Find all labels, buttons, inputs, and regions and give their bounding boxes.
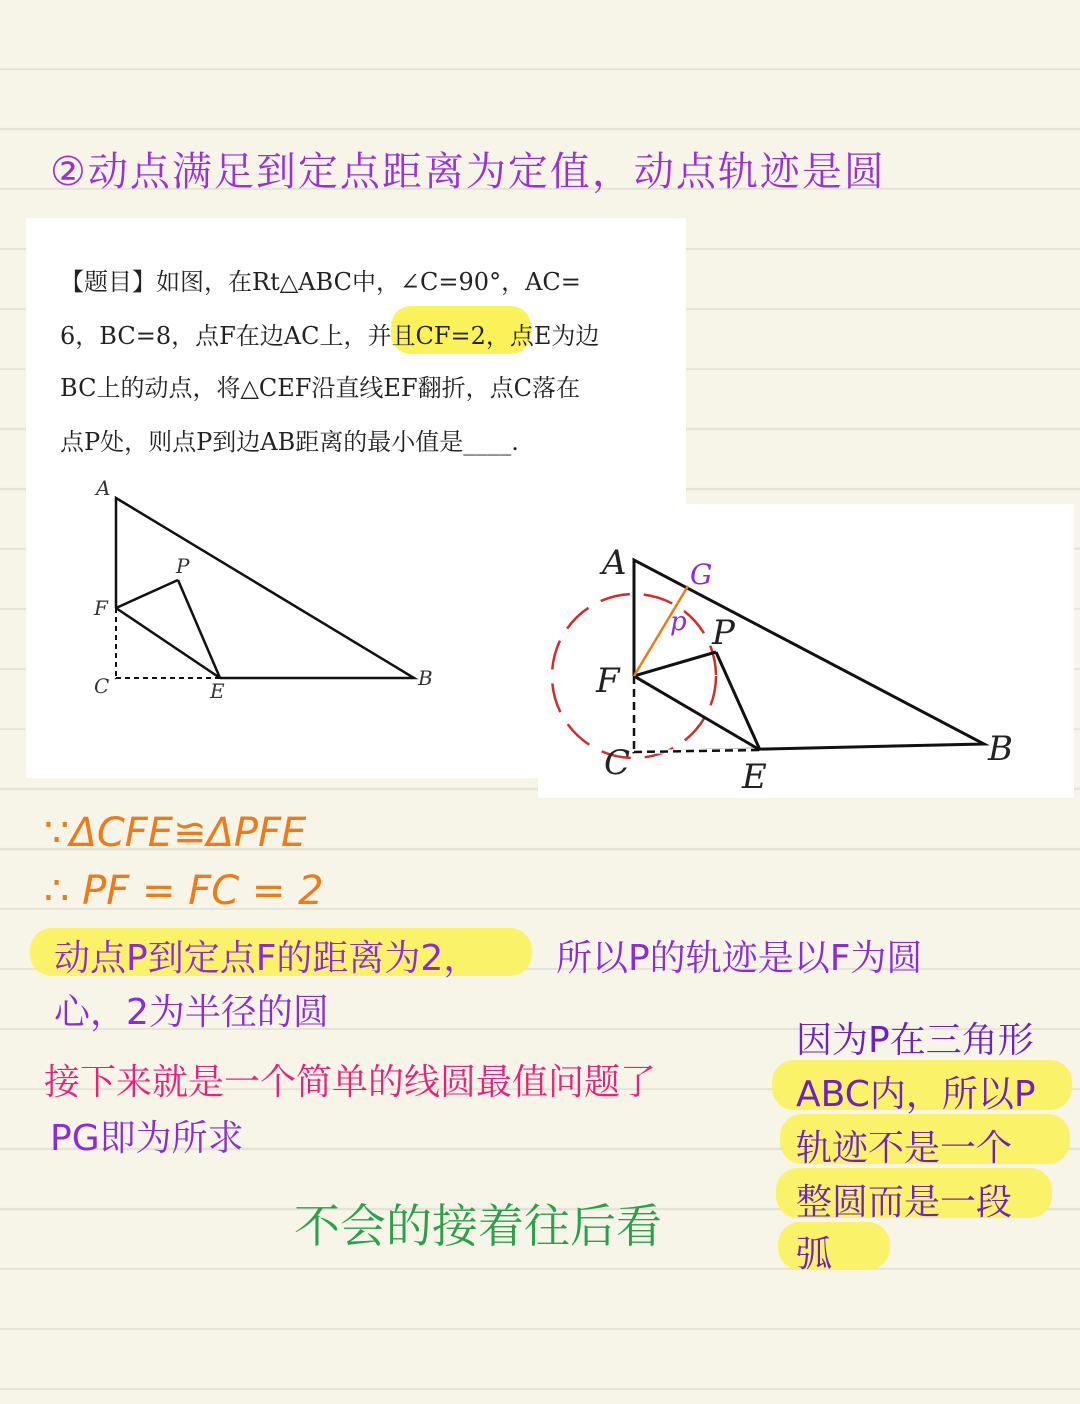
fig2-label-E: E (742, 757, 767, 797)
note-congruent: ∵ΔCFE≌ΔPFE (44, 810, 307, 856)
side-note-5: 弧 (796, 1234, 833, 1275)
note-line1-highlight: 动点P到定点F的距离为2， (54, 938, 480, 979)
fig1-label-E: E (210, 679, 225, 703)
note-line1-rest: 所以P的轨迹是以F为圆 (556, 938, 923, 979)
note-equal: ∴ PF = FC = 2 (44, 868, 324, 914)
problem-line-1: 【题目】如图，在Rt△ABC中，∠C=90°，AC= (60, 268, 581, 296)
problem-line-3: BC上的动点，将△CEF沿直线EF翻折，点C落在 (60, 374, 580, 402)
fig2-label-p-small: p (670, 607, 687, 637)
fig1-label-C: C (94, 674, 110, 698)
fig2-label-A: A (602, 543, 627, 583)
page-heading: ②动点满足到定点距离为定值，动点轨迹是圆 (50, 149, 886, 195)
problem-line-2a: 6，BC=8，点F在边AC上， (60, 322, 368, 350)
fig2-label-G: G (690, 558, 713, 591)
problem-line-2-highlight: 并且CF=2 (367, 322, 486, 350)
solution-card (538, 504, 1074, 798)
problem-line-4: 点P处，则点P到边AB距离的最小值是____. (60, 428, 519, 456)
side-note-4: 整圆而是一段 (796, 1182, 1013, 1223)
side-highlight-5 (778, 1222, 890, 1270)
fig1-label-B: B (418, 666, 433, 690)
note-line2: 心，2为半径的圆 (54, 992, 329, 1033)
note-next2: PG即为所求 (50, 1118, 244, 1159)
figure-2 (538, 504, 1074, 798)
note-continue: 不会的接着往后看 (294, 1199, 662, 1253)
side-note-3: 轨迹不是一个 (796, 1128, 1013, 1169)
fig2-label-F: F (596, 661, 620, 701)
side-note-1: 因为P在三角形 (796, 1020, 1034, 1061)
fig2-label-P: P (712, 613, 735, 653)
fig1-label-A: A (96, 476, 111, 500)
note-next1: 接下来就是一个简单的线圆最值问题了 (44, 1062, 657, 1103)
problem-line-2b: ，点E为边 (485, 322, 600, 350)
problem-line-2 (60, 316, 599, 351)
fig2-label-B: B (988, 729, 1013, 769)
side-note-2: ABC内，所以P (796, 1074, 1036, 1115)
fig2-label-C: C (604, 743, 631, 783)
fig1-label-P: P (176, 554, 190, 578)
fig1-label-F: F (94, 596, 108, 620)
figure-1 (76, 473, 476, 703)
